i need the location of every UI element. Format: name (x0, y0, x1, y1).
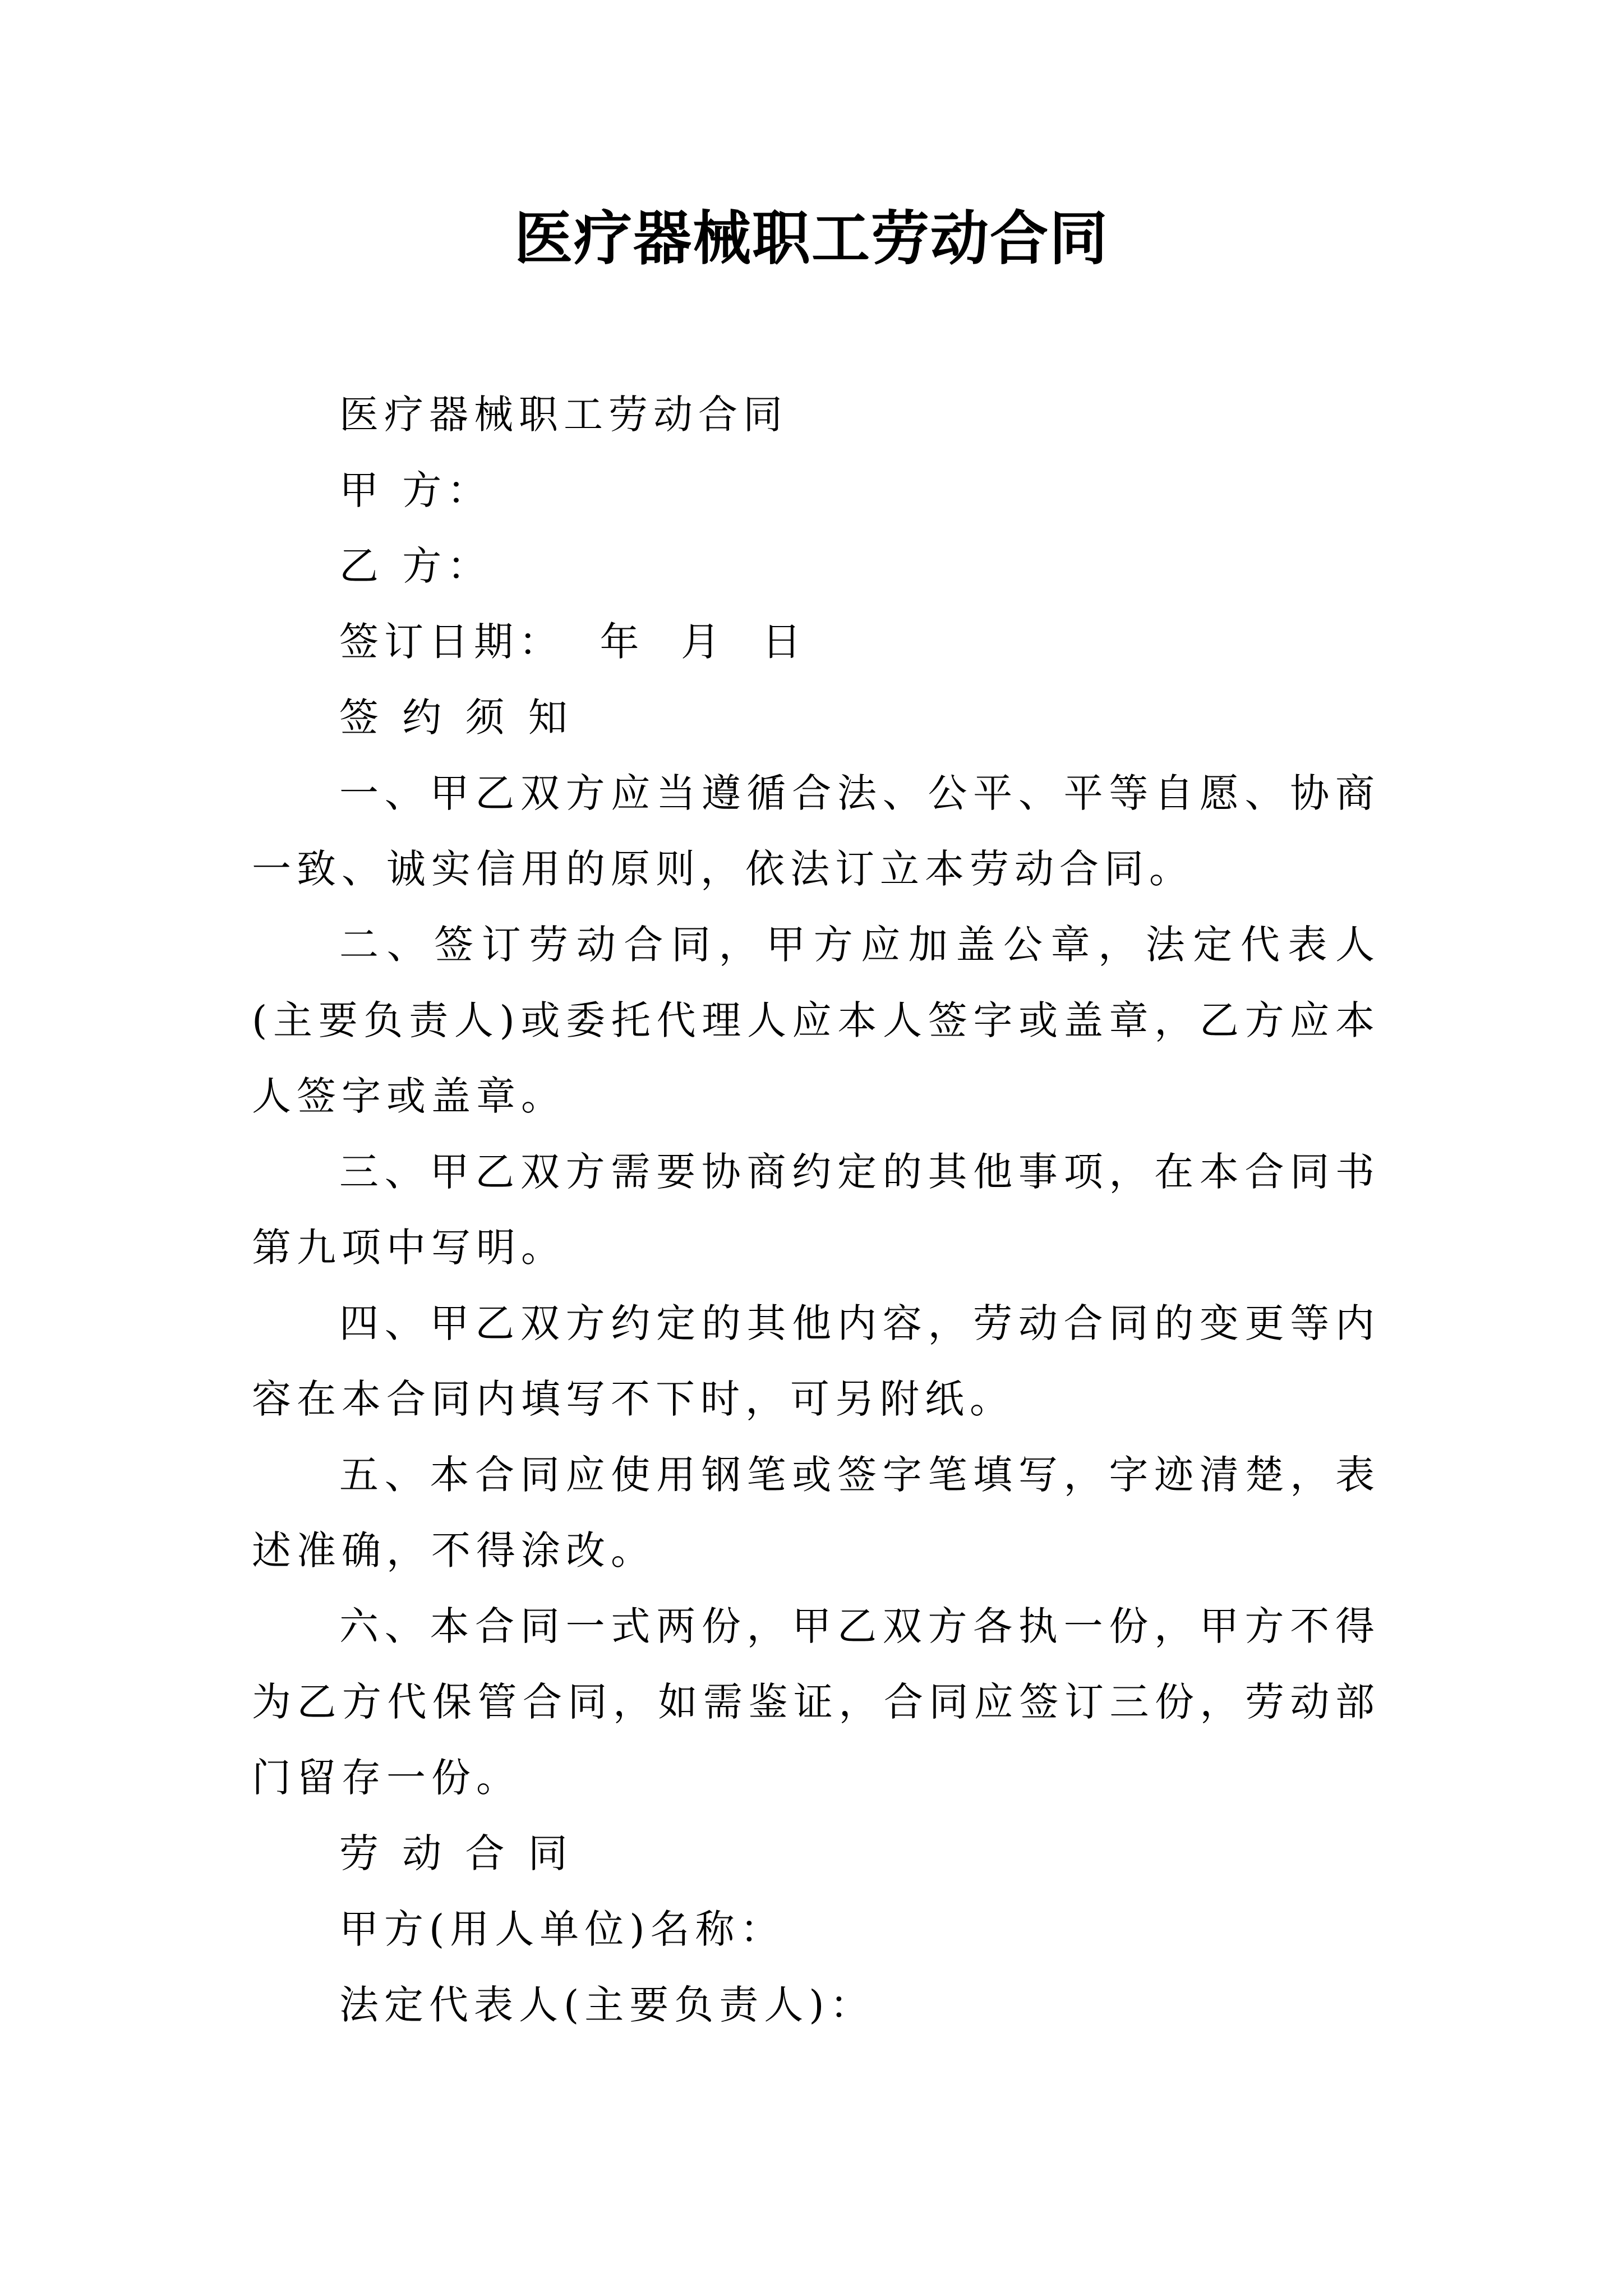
paragraph-party-a: 甲 方： (339, 467, 492, 513)
paragraph-notice-5: 五、本合同应使用钢笔或签字笔填写，字迹清楚，表述准确，不得涂改。 (252, 1452, 1380, 1573)
paragraph-notice-3: 三、甲乙双方需要协商约定的其他事项，在本合同书第九项中写明。 (252, 1149, 1380, 1271)
paragraph-notice-4: 四、甲乙双方约定的其他内容，劳动合同的变更等内容在本合同内填写不下时，可另附纸。 (252, 1300, 1380, 1422)
paragraph-subtitle: 医疗器械职工劳动合同 (339, 392, 788, 438)
paragraph-notice-2: 二、签订劳动合同，甲方应加盖公章，法定代表人(主要负责人)或委托代理人应本人签字或盖章，乙方应本人签字或盖章。 (252, 922, 1380, 1119)
document-body (252, 377, 1380, 2043)
paragraph-employer-name: 甲方(用人单位)名称： (339, 1906, 785, 1952)
paragraph-party-b: 乙 方： (339, 543, 492, 589)
paragraph-notice-heading: 签 约 须 知 (339, 694, 573, 740)
paragraph-signing-date: 签订日期： 年 月 日 (339, 619, 807, 665)
paragraph-contract-heading: 劳 动 合 同 (339, 1830, 573, 1876)
paragraph-notice-1: 一、甲乙双方应当遵循合法、公平、平等自愿、协商一致、诚实信用的原则，依法订立本劳动合同。 (252, 770, 1380, 892)
paragraph-notice-6: 六、本合同一式两份，甲乙双方各执一份，甲方不得为乙方代保管合同，如需鉴证，合同应签订三份，劳动部门留存一份。 (252, 1603, 1380, 1801)
document-title: 医疗器械职工劳动合同 (514, 204, 1109, 273)
paragraph-legal-representative: 法定代表人(主要负责人)： (339, 1982, 875, 2028)
